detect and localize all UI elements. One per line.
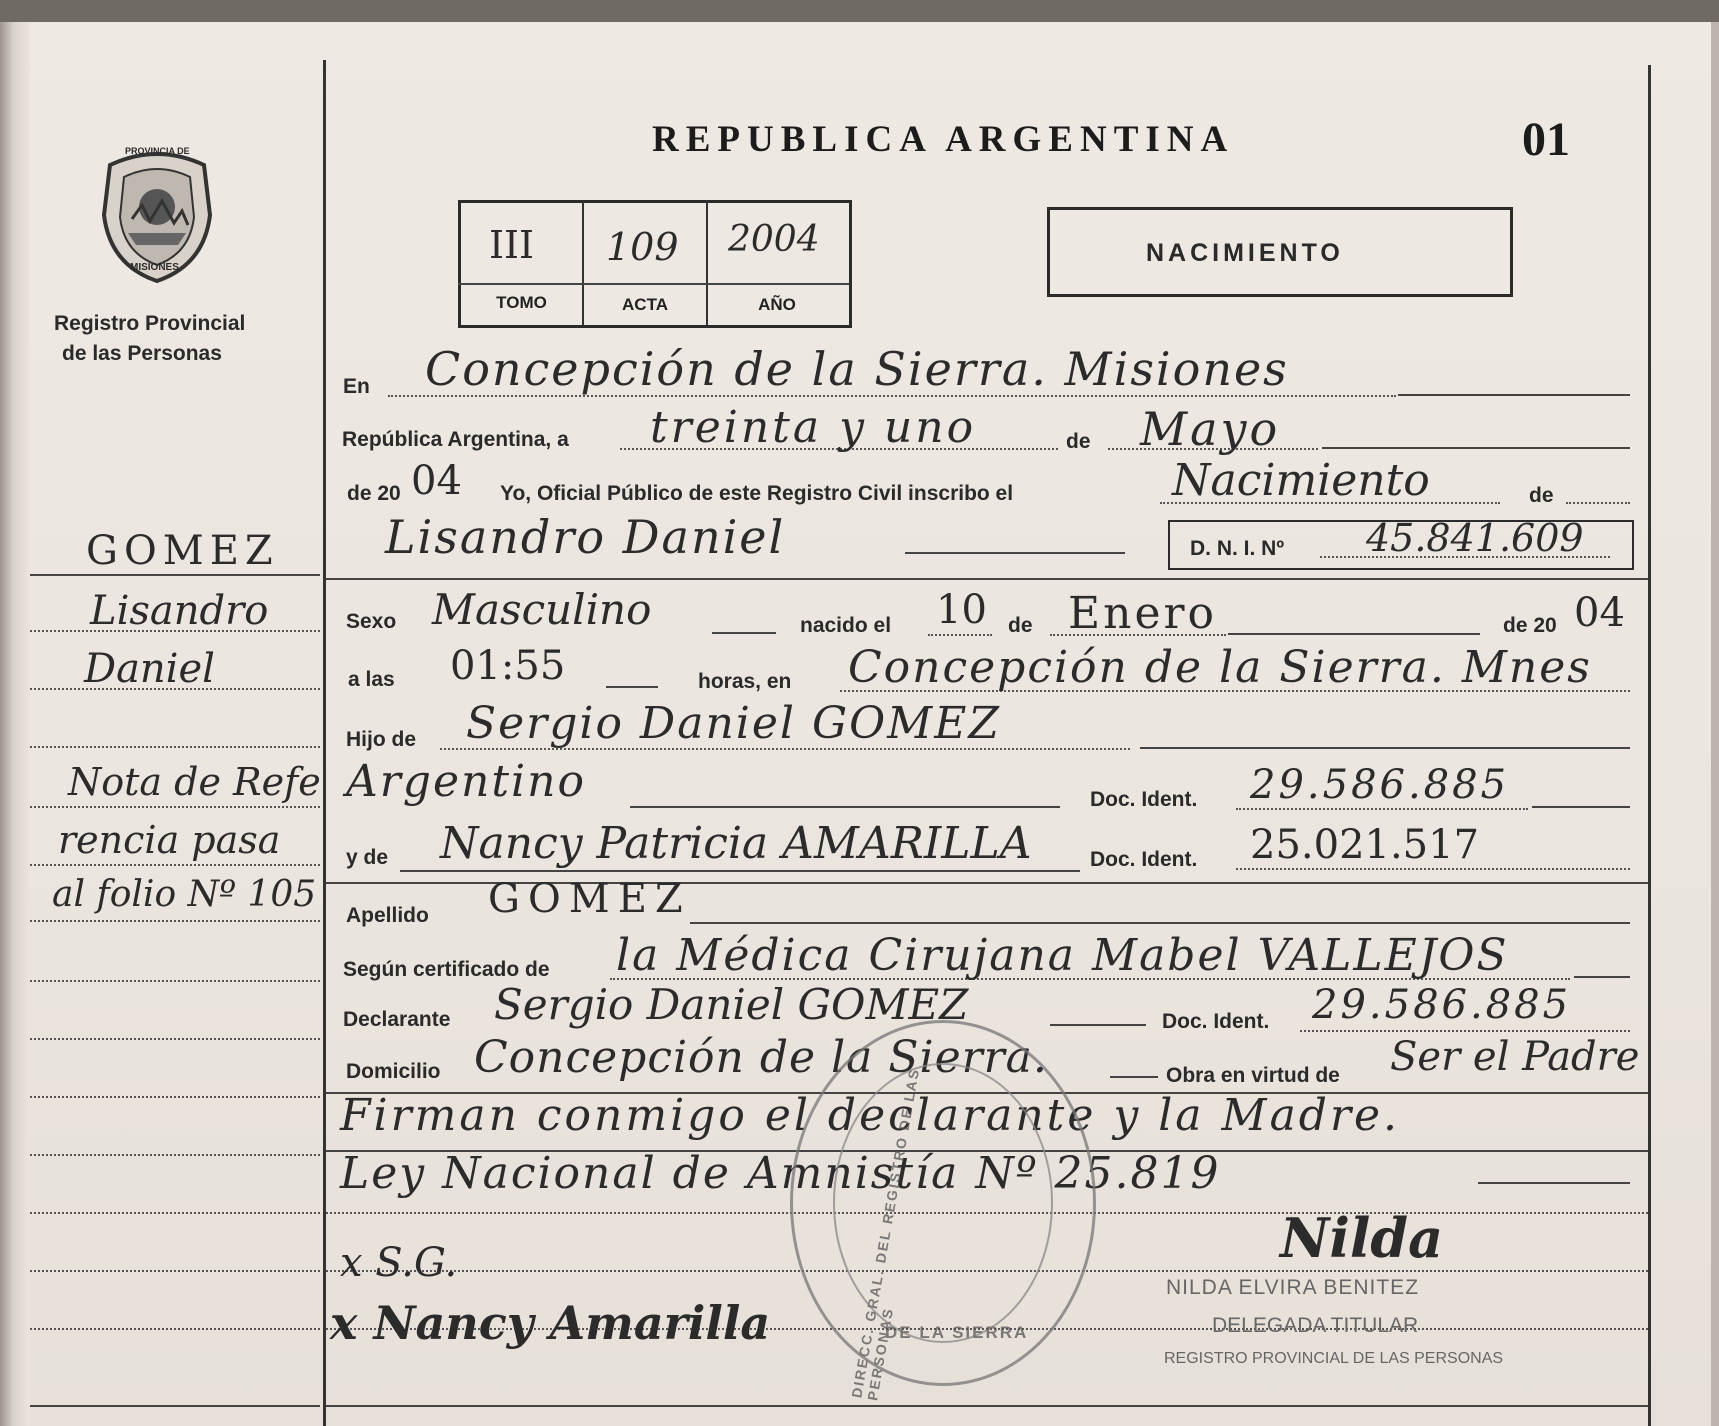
fill-line	[630, 806, 1060, 808]
official-office: REGISTRO PROVINCIAL DE LAS PERSONAS	[1164, 1350, 1504, 1367]
emblem-ring-bottom: MISIONES	[130, 262, 179, 273]
label-horas: horas, en	[698, 670, 792, 693]
certifier: la Médica Cirujana Mabel VALLEJOS	[616, 930, 1509, 981]
label-segun: Según certificado de	[343, 958, 550, 981]
label-doc-3: Doc. Ident.	[1162, 1010, 1270, 1033]
signature-mark-1: x S.G.	[340, 1240, 458, 1286]
label-yo: Yo, Oficial Público de este Registro Civil inscribo el	[500, 482, 1014, 505]
page-right-edge	[1711, 22, 1719, 1426]
right-border	[1648, 65, 1651, 1426]
father-nationality: Argentino	[346, 756, 586, 807]
label-nacido: nacido el	[800, 614, 892, 637]
dni-box	[1168, 516, 1634, 570]
birth-month: Enero	[1068, 588, 1218, 639]
margin-rule	[30, 1328, 320, 1330]
tomo-cell	[461, 205, 582, 325]
fill-line	[1478, 1182, 1630, 1184]
label-de-2: de	[1529, 484, 1554, 507]
child-dni: 45.841.609	[1366, 516, 1584, 560]
fill-line	[1110, 1076, 1158, 1078]
margin-given-name-2: Daniel	[84, 646, 215, 692]
seal-ring-text: DIRECC. GRAL. DEL REGISTRO DE LAS PERSONAS	[848, 1066, 923, 1402]
note-line-1: Firman conmigo el declarante y la Madre.	[340, 1090, 1401, 1141]
label-a-las: a las	[348, 668, 395, 691]
margin-rule	[30, 1270, 320, 1272]
fill-line	[905, 552, 1125, 554]
surname: GOMEZ	[488, 876, 691, 922]
label-republica: República Argentina, a	[342, 428, 569, 451]
book-binding	[0, 22, 30, 1426]
record-month: Mayo	[1140, 402, 1281, 456]
official-signature: Nilda	[1280, 1206, 1444, 1270]
fill-line	[400, 870, 1080, 872]
label-doc-2: Doc. Ident.	[1090, 848, 1198, 871]
dni-label: D. N. I. Nº	[1190, 537, 1285, 560]
margin-rule	[30, 746, 320, 748]
folio-number: 01	[1522, 113, 1570, 166]
margin-note-line1: Nota de Refe	[68, 760, 321, 804]
emblem-ring-top: PROVINCIA DE	[125, 146, 190, 156]
page-top-edge	[0, 0, 1719, 22]
declarante-name: Sergio Daniel GOMEZ	[494, 980, 969, 1029]
anio-cell	[708, 205, 846, 325]
birth-place: Concepción de la Sierra. Mnes	[848, 642, 1592, 693]
mother-name: Nancy Patricia AMARILLA	[440, 818, 1032, 869]
anio-value: 2004	[728, 219, 820, 260]
acta-label: ACTA	[622, 295, 668, 314]
act-kind: Nacimiento	[1172, 455, 1430, 506]
label-en: En	[343, 375, 370, 398]
document-title: REPUBLICA ARGENTINA	[652, 119, 1235, 160]
fill-line	[928, 634, 992, 636]
tomo-value: III	[489, 223, 535, 267]
day-in-words: treinta y uno	[650, 402, 977, 453]
fill-line	[1300, 1030, 1630, 1032]
label-doc-1: Doc. Ident.	[1090, 788, 1198, 811]
margin-rule	[30, 630, 320, 632]
margin-rule	[30, 806, 320, 808]
fill-line	[606, 686, 658, 688]
margin-note-line2: rencia pasa	[58, 818, 281, 862]
official-name: NILDA ELVIRA BENITEZ	[1166, 1276, 1420, 1299]
seal-bottom-text: DE LA SIERRA	[885, 1323, 1029, 1342]
official-seal	[790, 1020, 1096, 1402]
birth-time: 01:55	[450, 643, 566, 689]
margin-rule	[30, 1038, 320, 1040]
margin-rule	[30, 920, 320, 922]
fill-line	[1050, 1024, 1146, 1026]
label-sexo: Sexo	[346, 610, 397, 633]
record-type-box	[1047, 207, 1513, 297]
agency-name-line1: Registro Provincial	[54, 312, 246, 335]
declarante-doc: 29.586.885	[1312, 982, 1572, 1028]
fill-line	[690, 922, 1630, 924]
signature-mother: x Nancy Amarilla	[330, 1296, 771, 1350]
label-birth-year: de 20	[1503, 614, 1557, 637]
label-hijo: Hijo de	[346, 728, 417, 751]
margin-rule	[30, 980, 320, 982]
margin-given-name-1: Lisandro	[90, 588, 269, 634]
margin-note-line3: al folio Nº 105	[52, 874, 317, 915]
acta-value: 109	[606, 225, 679, 269]
label-declarante: Declarante	[343, 1008, 451, 1031]
margin-rule	[30, 1154, 320, 1156]
father-doc: 29.586.885	[1250, 762, 1510, 808]
acta-cell	[584, 205, 706, 325]
label-domicilio: Domicilio	[346, 1060, 441, 1083]
fill-line	[1398, 394, 1630, 396]
fill-line	[712, 632, 776, 634]
official-role: DELEGADA TITULAR	[1212, 1314, 1419, 1337]
anio-label: AÑO	[758, 295, 796, 314]
fill-line	[1322, 447, 1630, 449]
margin-divider	[323, 60, 326, 1426]
father-name: Sergio Daniel GOMEZ	[466, 698, 1001, 749]
margin-surname: GOMEZ	[86, 528, 279, 574]
fill-line	[1236, 808, 1528, 810]
obra-value: Ser el Padre	[1390, 1034, 1640, 1080]
margin-rule	[30, 864, 320, 866]
tomo-label: TOMO	[496, 293, 547, 312]
agency-name-line2: de las Personas	[62, 342, 222, 365]
label-de-3: de	[1008, 614, 1033, 637]
fill-line	[1236, 868, 1630, 870]
fill-line	[1574, 976, 1630, 978]
birth-year-suffix: 04	[1574, 590, 1625, 636]
child-name: Lisandro Daniel	[385, 510, 786, 564]
domicilio: Concepción de la Sierra.	[474, 1032, 1048, 1083]
mother-doc: 25.021.517	[1250, 822, 1480, 868]
birth-day: 10	[936, 587, 987, 633]
place-of-record: Concepción de la Sierra. Misiones	[425, 342, 1289, 396]
form-rule	[326, 578, 1648, 580]
fill-line	[1140, 747, 1630, 749]
label-obra: Obra en virtud de	[1166, 1064, 1340, 1087]
fill-line	[1566, 502, 1630, 504]
form-rule	[326, 1405, 1648, 1407]
label-apellido: Apellido	[346, 904, 429, 927]
note-line-2: Ley Nacional de Amnistía Nº 25.819	[340, 1148, 1221, 1199]
label-y-de: y de	[346, 846, 389, 869]
fill-line	[1228, 633, 1480, 635]
margin-rule	[30, 1096, 320, 1098]
margin-rule	[30, 574, 320, 576]
fill-line	[1532, 806, 1630, 808]
sex-value: Masculino	[432, 585, 652, 634]
margin-rule	[30, 1212, 320, 1214]
record-year-suffix: 04	[411, 458, 462, 504]
margin-rule	[30, 688, 320, 690]
record-type: NACIMIENTO	[1146, 239, 1344, 267]
label-de-1: de	[1066, 430, 1091, 453]
margin-rule	[30, 1405, 320, 1407]
label-year: de 20	[347, 482, 401, 505]
